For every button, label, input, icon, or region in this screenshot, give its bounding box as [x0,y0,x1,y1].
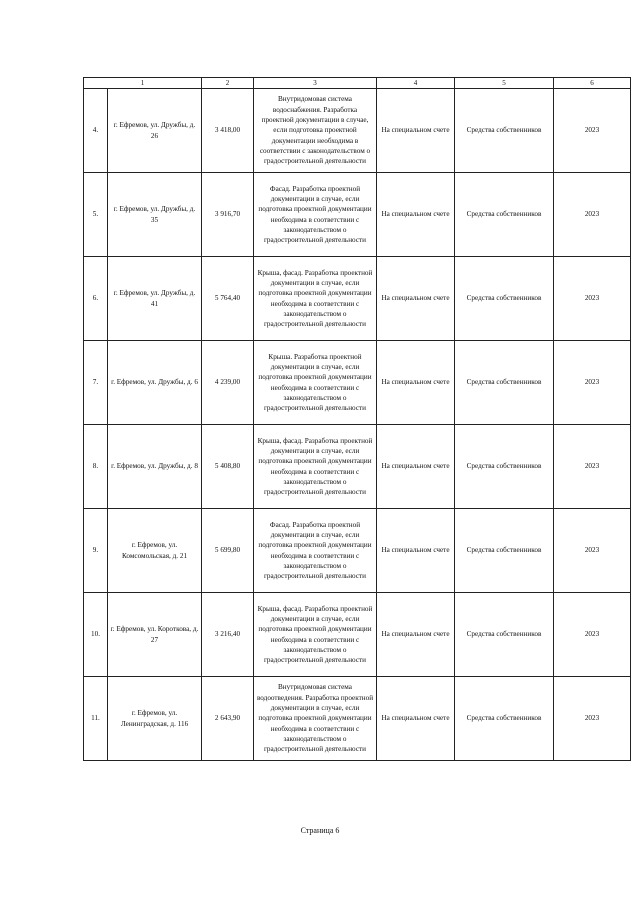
year-cell: 2023 [554,341,631,425]
row-number: 10. [84,593,108,677]
work-description-cell: Крыша. Разработка проектной документации в случае, если подготовка проектной документации необходима в соответствии с законодательством о градостроительной деятельности [254,341,377,425]
account-cell: На специальном счете [377,257,455,341]
table-row [84,677,631,761]
area-cell: 3 418,00 [202,89,254,173]
funding-cell: Средства собственников [455,257,554,341]
account-cell: На специальном счете [377,677,455,761]
area-cell: 5 699,80 [202,509,254,593]
row-number: 6. [84,257,108,341]
address-cell: г. Ефремов, ул. Дружбы, д. 6 [108,341,202,425]
funding-cell: Средства собственников [455,593,554,677]
year-cell: 2023 [554,509,631,593]
area-cell: 4 239,00 [202,341,254,425]
address-cell: г. Ефремов, ул. Дружбы, д. 35 [108,173,202,257]
col-header-4: 4 [377,78,455,89]
account-cell: На специальном счете [377,425,455,509]
address-cell: г. Ефремов, ул. Дружбы, д. 8 [108,425,202,509]
col-header-6: 6 [554,78,631,89]
table-row [84,509,631,593]
address-cell: г. Ефремов, ул. Дружбы, д. 26 [108,89,202,173]
funding-cell: Средства собственников [455,341,554,425]
address-cell: г. Ефремов, ул. Комсомольская, д. 21 [108,509,202,593]
works-table [83,77,631,761]
table-row [84,257,631,341]
funding-cell: Средства собственников [455,173,554,257]
table-row [84,425,631,509]
row-number: 4. [84,89,108,173]
account-cell: На специальном счете [377,341,455,425]
work-description-cell: Фасад. Разработка проектной документации в случае, если подготовка проектной документации необходима в соответствии с законодательством о градостроительной деятельности [254,509,377,593]
account-cell: На специальном счете [377,509,455,593]
table-row [84,89,631,173]
account-cell: На специальном счете [377,173,455,257]
year-cell: 2023 [554,257,631,341]
page-number: Страница 6 [300,826,340,835]
work-description-cell: Внутридомовая система водоотведения. Разработка проектной документации в случае, если подготовка проектной документации необходима в соответствии с законодательством о градостроительной деятельности [254,677,377,761]
year-cell: 2023 [554,593,631,677]
area-cell: 5 408,80 [202,425,254,509]
table-row [84,593,631,677]
work-description-cell: Крыша, фасад. Разработка проектной документации в случае, если подготовка проектной документации необходима в соответствии с законодательством о градостроительной деятельности [254,257,377,341]
funding-cell: Средства собственников [455,89,554,173]
account-cell: На специальном счете [377,89,455,173]
area-cell: 3 916,70 [202,173,254,257]
work-description-cell: Фасад. Разработка проектной документации в случае, если подготовка проектной документации необходима в соответствии с законодательством о градостроительной деятельности [254,173,377,257]
year-cell: 2023 [554,89,631,173]
year-cell: 2023 [554,173,631,257]
row-number: 5. [84,173,108,257]
table-row [84,173,631,257]
funding-cell: Средства собственников [455,509,554,593]
address-cell: г. Ефремов, ул. Короткова, д. 27 [108,593,202,677]
col-header-3: 3 [254,78,377,89]
col-header-1: 1 [84,78,202,89]
row-number: 8. [84,425,108,509]
area-cell: 5 764,40 [202,257,254,341]
col-header-2: 2 [202,78,254,89]
work-description-cell: Крыша, фасад. Разработка проектной документации в случае, если подготовка проектной документации необходима в соответствии с законодательством о градостроительной деятельности [254,593,377,677]
table-row [84,341,631,425]
work-description-cell: Крыша, фасад. Разработка проектной документации в случае, если подготовка проектной документации необходима в соответствии с законодательством о градостроительной деятельности [254,425,377,509]
funding-cell: Средства собственников [455,425,554,509]
header-row [84,78,631,89]
work-description-cell: Внутридомовая система водоснабжения. Разработка проектной документации в случае, если подготовка проектной документации необходима в соответствии с законодательством о градостроительной деятельности [254,89,377,173]
area-cell: 3 216,40 [202,593,254,677]
col-header-5: 5 [455,78,554,89]
address-cell: г. Ефремов, ул. Ленинградская, д. 116 [108,677,202,761]
row-number: 9. [84,509,108,593]
row-number: 7. [84,341,108,425]
row-number: 11. [84,677,108,761]
year-cell: 2023 [554,677,631,761]
account-cell: На специальном счете [377,593,455,677]
year-cell: 2023 [554,425,631,509]
address-cell: г. Ефремов, ул. Дружбы, д. 41 [108,257,202,341]
funding-cell: Средства собственников [455,677,554,761]
area-cell: 2 643,90 [202,677,254,761]
